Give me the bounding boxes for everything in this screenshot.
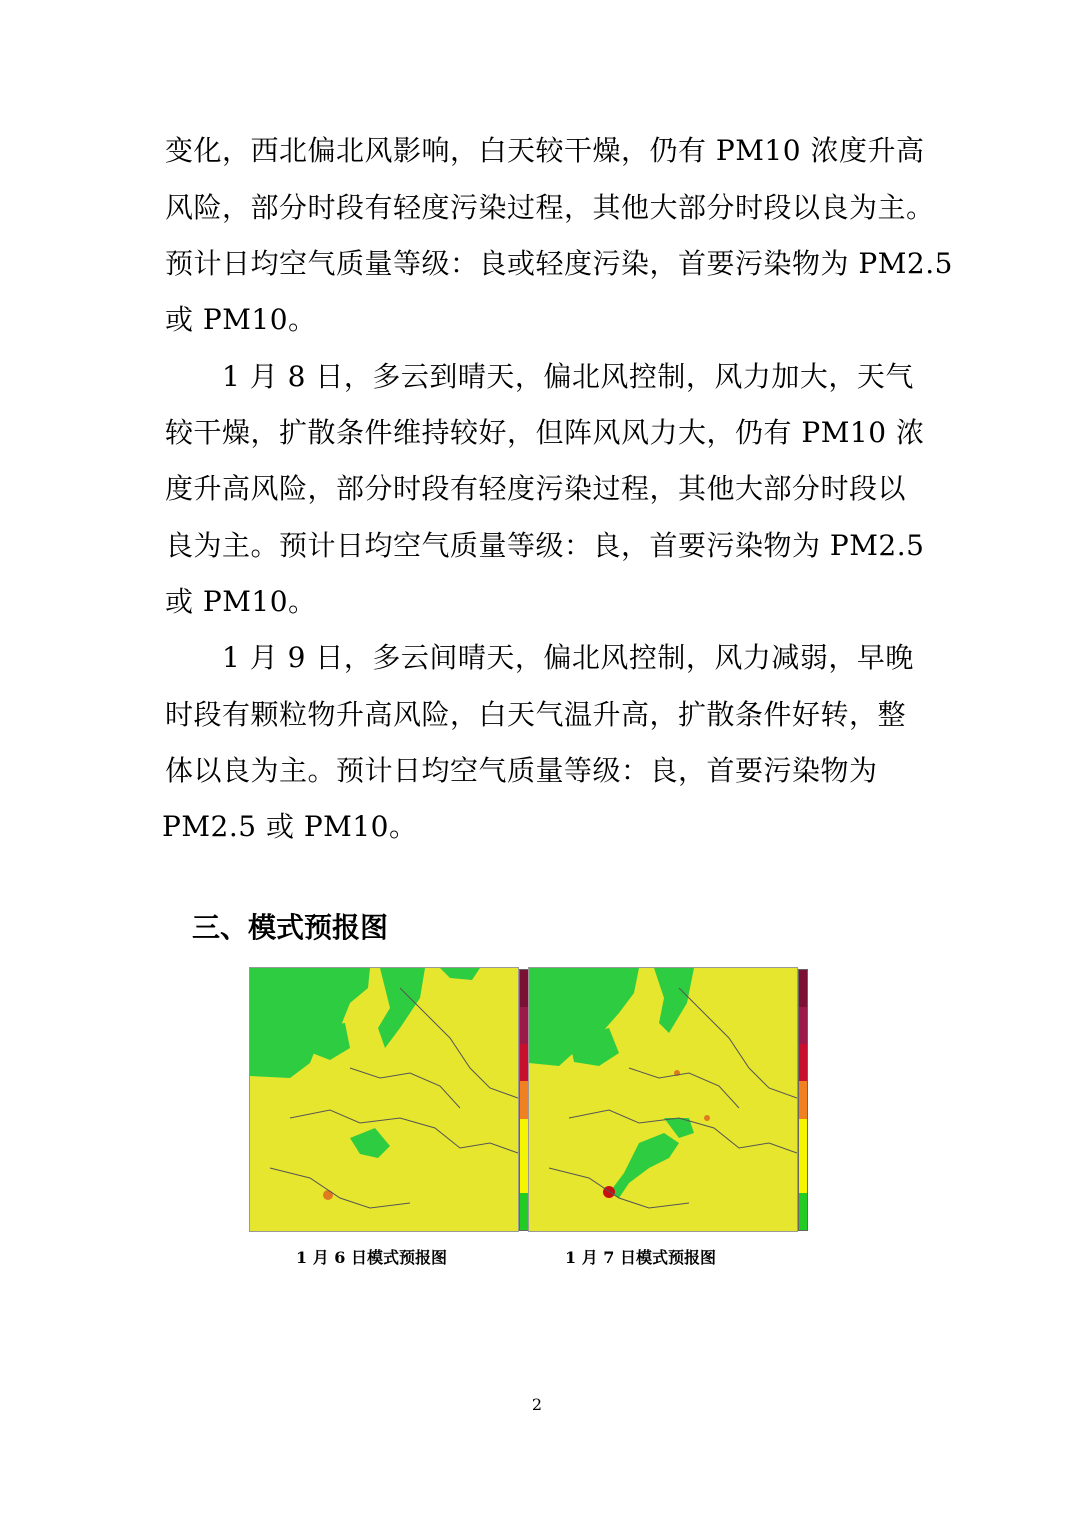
colorbar-2	[798, 969, 808, 1231]
colorbar-swatch	[799, 1119, 807, 1156]
colorbar-swatch	[520, 1081, 528, 1118]
forecast-map-1	[249, 967, 519, 1232]
forecast-map-figure-1	[249, 967, 532, 1232]
body-text-line: 1 月 8 日，多云到晴天，偏北风控制，风力加大，天气	[222, 360, 914, 393]
body-text-line: 或 PM10。	[165, 303, 317, 336]
forecast-map-figure-2	[528, 967, 811, 1232]
body-text-line: 较干燥，扩散条件维持较好，但阵风风力大，仍有 PM10 浓	[165, 416, 925, 449]
colorbar-swatch	[520, 1007, 528, 1044]
body-text-line: PM2.5 或 PM10。	[162, 810, 418, 843]
body-text-line: 体以良为主。预计日均空气质量等级：良，首要污染物为	[165, 754, 878, 787]
body-text-line: 度升高风险，部分时段有轻度污染过程，其他大部分时段以	[165, 472, 907, 505]
body-text-line: 预计日均空气质量等级：良或轻度污染，首要污染物为 PM2.5	[165, 247, 953, 280]
body-text-line: 1 月 9 日，多云间晴天，偏北风控制，风力减弱，早晚	[222, 641, 914, 674]
figure-caption-2: 1 月 7 日模式预报图	[565, 1248, 716, 1267]
body-text-line: 风险，部分时段有轻度污染过程，其他大部分时段以良为主。	[165, 191, 935, 224]
colorbar-swatch	[799, 1156, 807, 1193]
forecast-map-2	[528, 967, 798, 1232]
colorbar-swatch	[799, 1081, 807, 1118]
colorbar-swatch	[520, 1044, 528, 1081]
colorbar-swatch	[799, 1007, 807, 1044]
body-text-line: 良为主。预计日均空气质量等级：良，首要污染物为 PM2.5	[165, 529, 925, 562]
colorbar-swatch	[520, 1193, 528, 1230]
colorbar-swatch	[520, 970, 528, 1007]
body-text-line: 或 PM10。	[165, 585, 317, 618]
colorbar-swatch	[799, 1193, 807, 1230]
colorbar-swatch	[520, 1119, 528, 1156]
colorbar-swatch	[799, 970, 807, 1007]
figure-caption-1: 1 月 6 日模式预报图	[296, 1248, 447, 1267]
colorbar-swatch	[520, 1156, 528, 1193]
section-heading: 三、模式预报图	[192, 911, 389, 944]
body-text-line: 时段有颗粒物升高风险，白天气温升高，扩散条件好转，整	[165, 698, 907, 731]
colorbar-swatch	[799, 1044, 807, 1081]
page-number: 2	[531, 1395, 543, 1414]
body-text-line: 变化，西北偏北风影响，白天较干燥，仍有 PM10 浓度升高	[165, 134, 925, 167]
